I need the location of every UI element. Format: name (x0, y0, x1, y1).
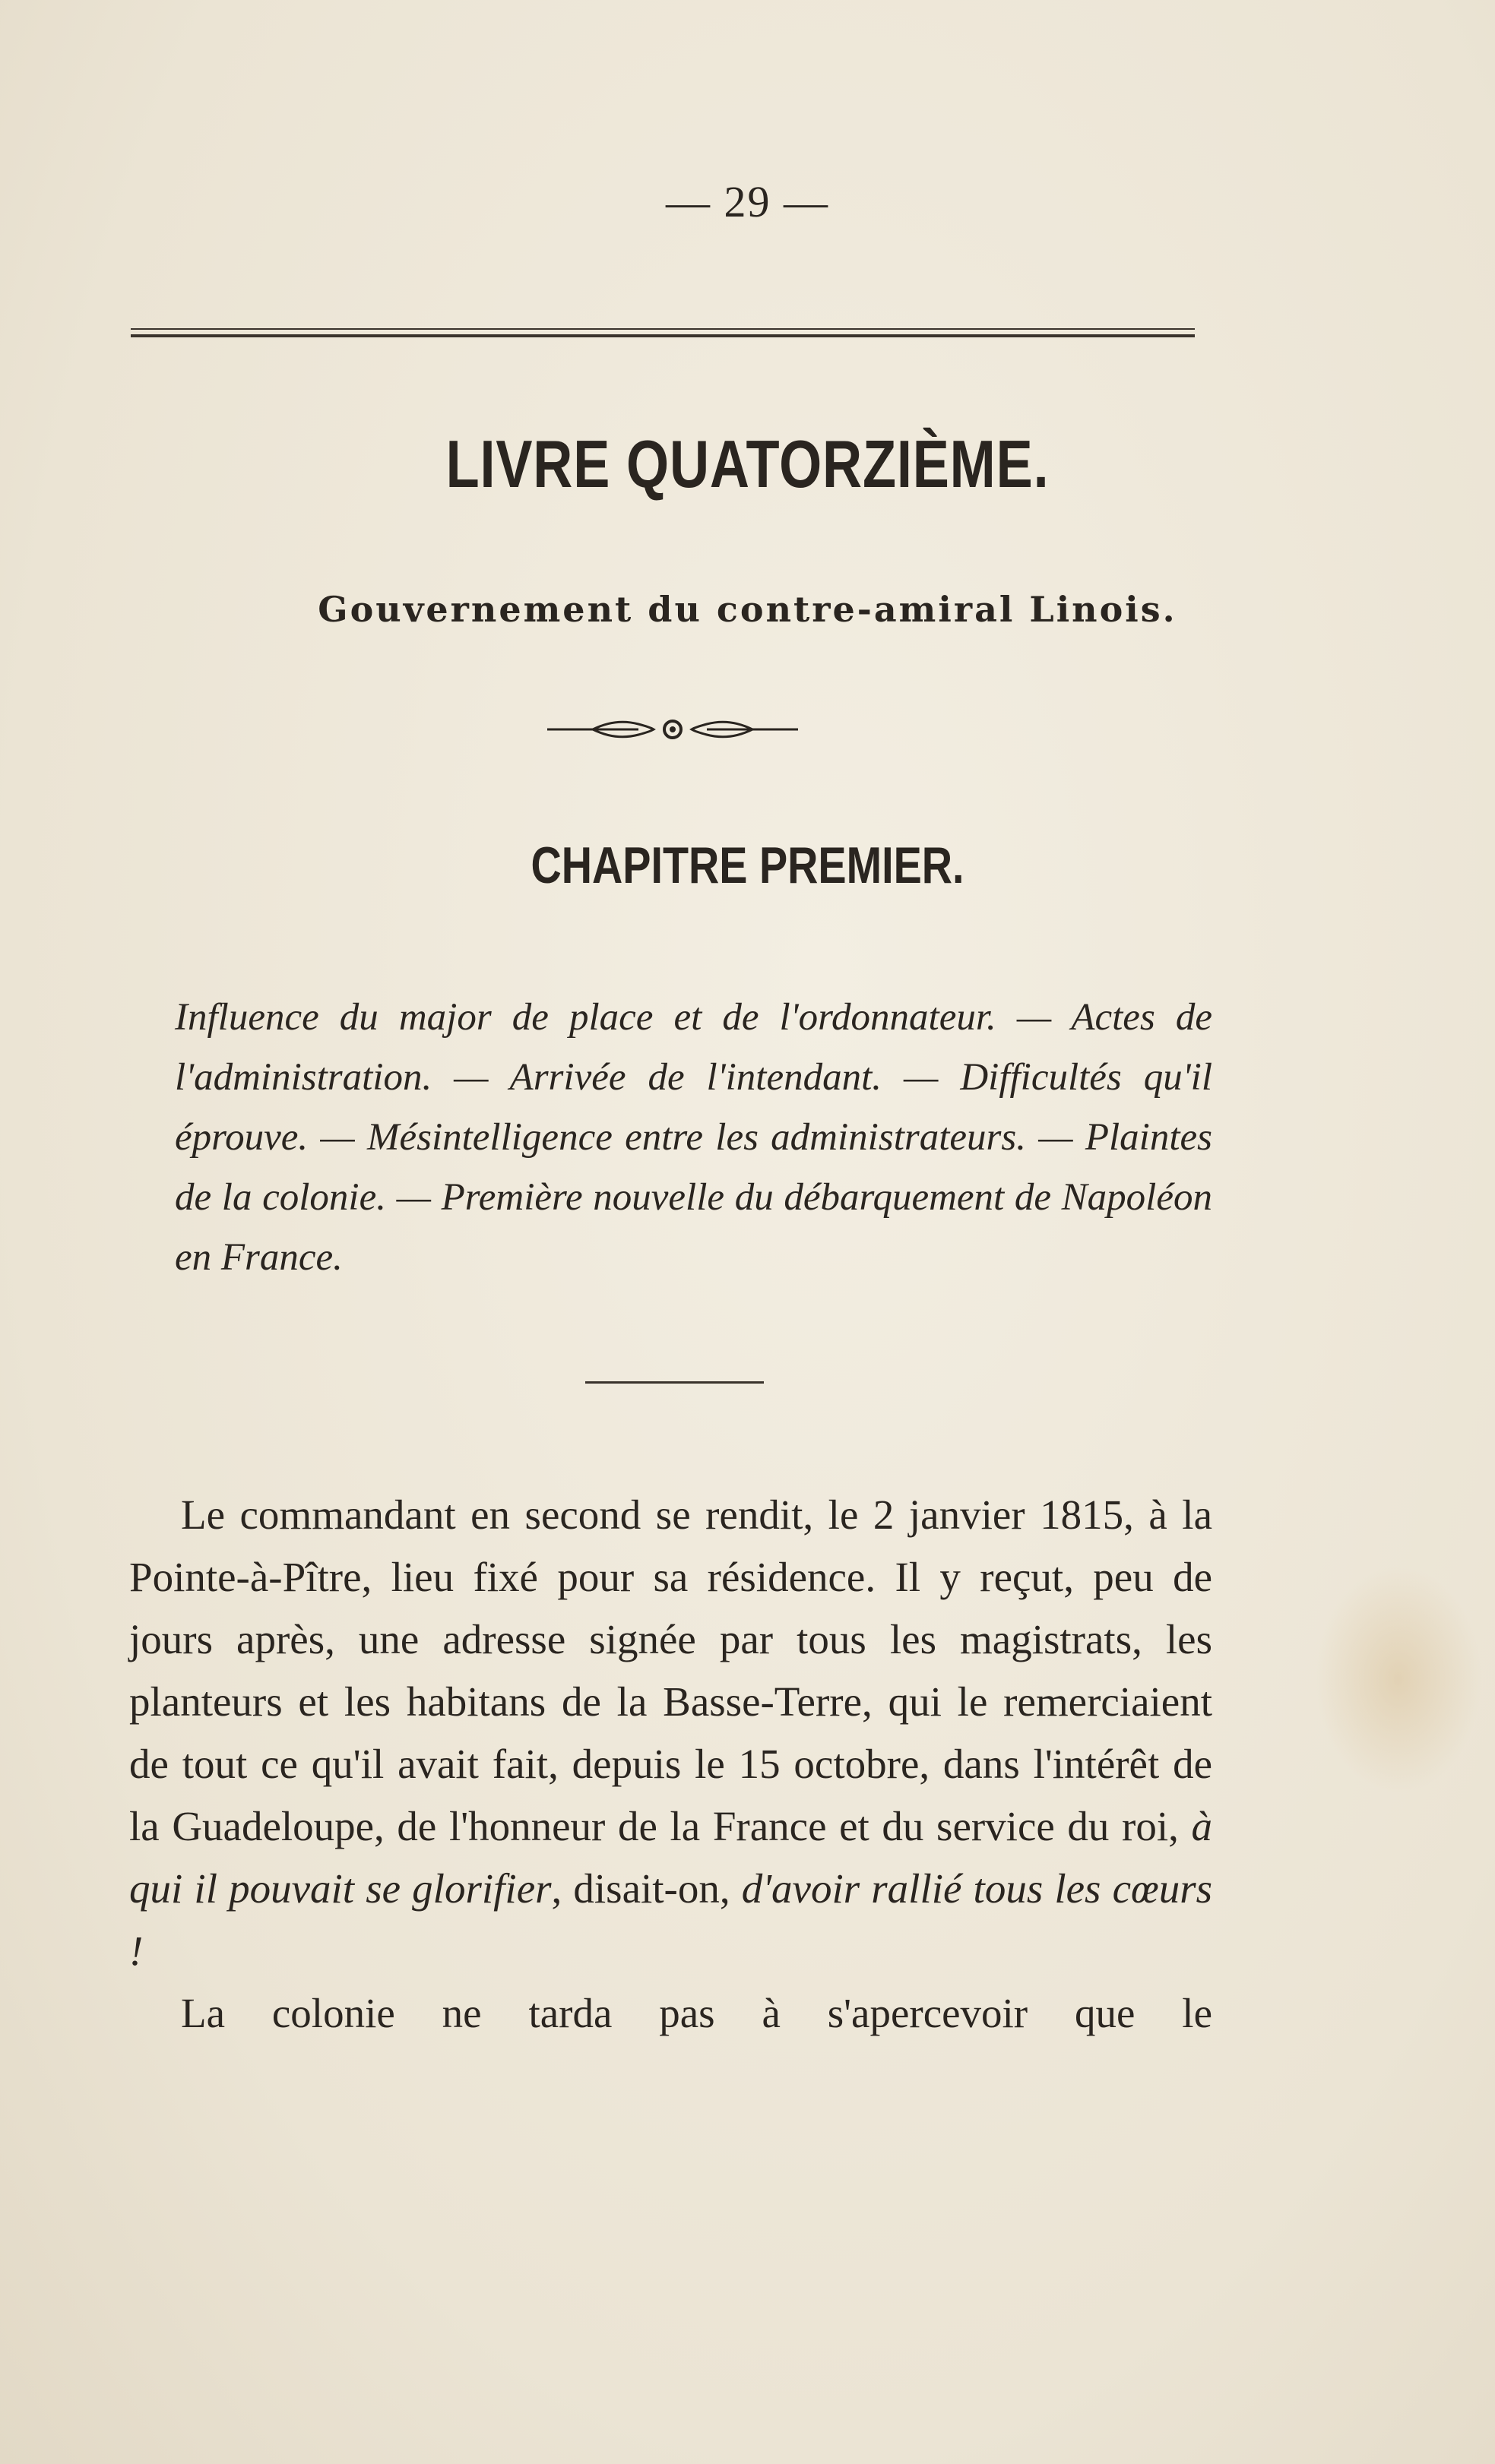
section-rule (585, 1381, 764, 1384)
page-number: — 29 — (666, 177, 829, 226)
paragraph-text: , disait-on, (551, 1865, 730, 1912)
chapter-title: CHAPITRE PREMIER. (531, 837, 964, 894)
body-text (129, 1484, 1212, 2045)
paragraph-text: Le commandant en second se rendit, le 2 janvier 1815, à la Pointe-à-Pître, lieu fixé pour sa résidence. Il y reçut, peu de jours après, une adresse signée par tous les magistrats, les planteurs et les habitans de la Basse-Terre, qui le remerciaient de tout ce qu'il avait fait, depuis le 15 octobre, dans l'intérêt de la Guadeloupe, de l'honneur de la France et du service du roi, (129, 1491, 1212, 1849)
book-title: LIVRE QUATORZIÈME. (445, 426, 1050, 501)
italic-quote: d'avoir rallié tous les cœurs ! (129, 1865, 1212, 1974)
paper-stain (1315, 1565, 1482, 1793)
paragraph: La colonie ne tarda pas à s'apercevoir que le (181, 1990, 1212, 2036)
book-subtitle: Gouvernement du contre-amiral Linois. (318, 589, 1177, 630)
italic-quote: à qui il pouvait se glorifier (129, 1803, 1212, 1912)
header-double-rule (131, 328, 1195, 337)
chapter-summary: Influence du major de place et de l'ordonnateur. — Actes de l'administration. — Arrivée de l'intendant. — Difficultés qu'il éprouve. — Mésintelligence entre les administrateurs. — Plaintes de la colonie. — Première nouvelle du débarquement de Napoléon en France. (175, 996, 1212, 1279)
paragraph (129, 1484, 1212, 1982)
ornament-divider (547, 710, 798, 748)
